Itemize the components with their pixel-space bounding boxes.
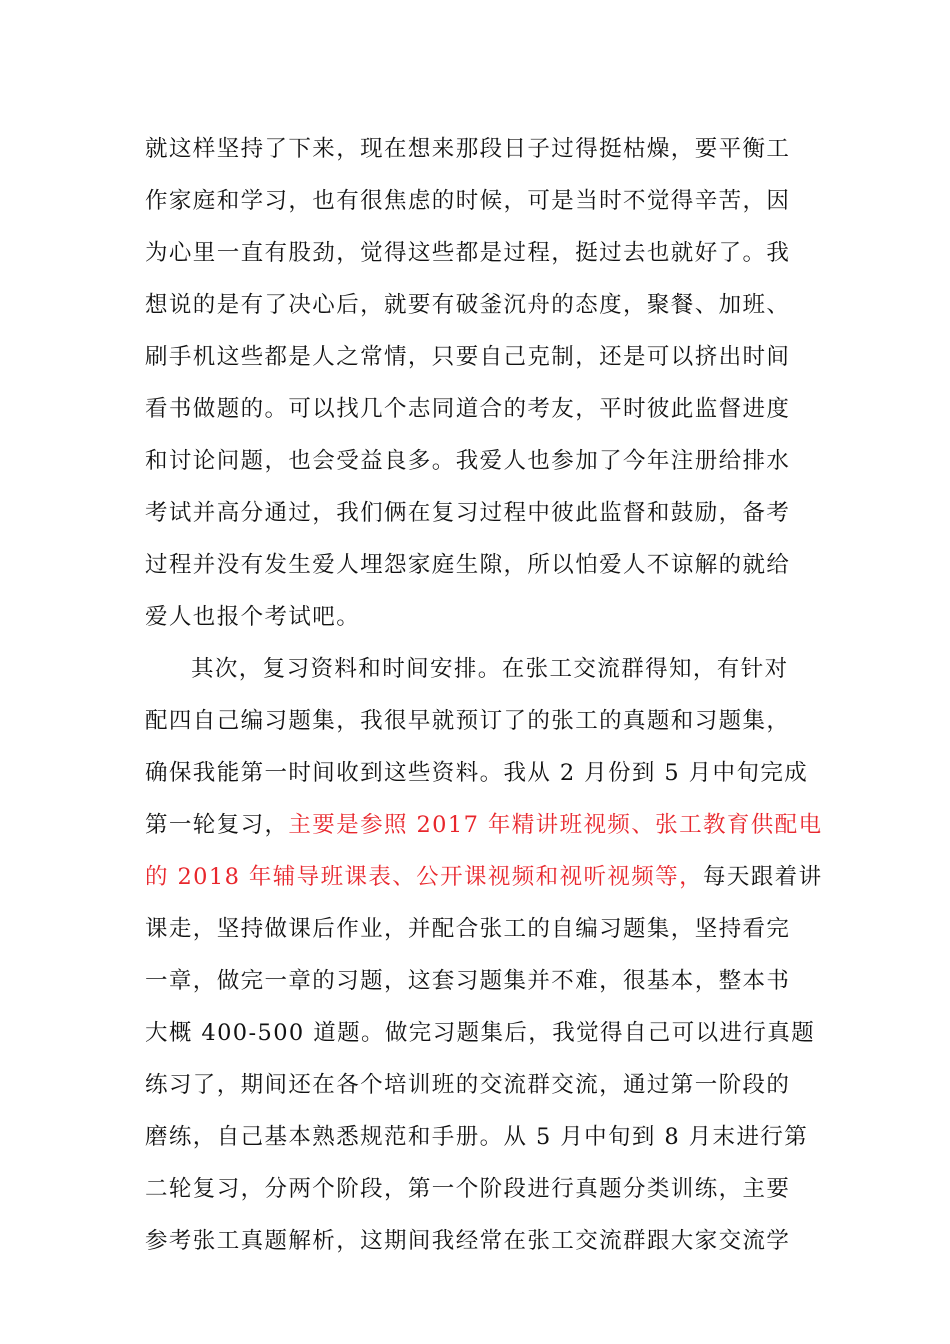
text-line-mixed — [145, 799, 822, 851]
text-line: 磨练，自己基本熟悉规范和手册。从 5 月中旬到 8 月末进行第 — [145, 1124, 809, 1150]
text-segment: 第一轮复习， — [145, 812, 289, 838]
text-line: 课走，坚持做课后作业，并配合张工的自编习题集，坚持看完 — [145, 916, 791, 942]
text-line: 想说的是有了决心后，就要有破釜沉舟的态度，聚餐、加班、 — [145, 292, 791, 318]
text-line: 大概 400-500 道题。做完习题集后，我觉得自己可以进行真题 — [145, 1020, 816, 1046]
text-segment: 每天跟着讲 — [702, 864, 823, 890]
highlighted-text: 的 2018 年辅导班课表、公开课视频和视听视频等， — [145, 864, 703, 890]
text-line: 参考张工真题解析，这期间我经常在张工交流群跟大家交流学 — [145, 1228, 791, 1254]
text-line-mixed — [145, 851, 822, 903]
text-line: 练习了，期间还在各个培训班的交流群交流，通过第一阶段的 — [145, 1072, 791, 1098]
text-line: 其次，复习资料和时间安排。在张工交流群得知，有针对 — [191, 656, 789, 682]
text-line: 确保我能第一时间收到这些资料。我从 2 月份到 5 月中旬完成 — [145, 760, 809, 786]
text-line: 看书做题的。可以找几个志同道合的考友，平时彼此监督进度 — [145, 396, 791, 422]
text-line: 二轮复习，分两个阶段，第一个阶段进行真题分类训练，主要 — [145, 1176, 791, 1202]
text-line: 配四自己编习题集，我很早就预订了的张工的真题和习题集， — [145, 708, 791, 734]
text-line: 考试并高分通过，我们俩在复习过程中彼此监督和鼓励，备考 — [145, 500, 791, 526]
text-line: 为心里一直有股劲，觉得这些都是过程，挺过去也就好了。我 — [145, 240, 791, 266]
text-line: 和讨论问题，也会受益良多。我爱人也参加了今年注册给排水 — [145, 448, 791, 474]
text-line: 过程并没有发生爱人埋怨家庭生隙，所以怕爱人不谅解的就给 — [145, 552, 791, 578]
text-line: 作家庭和学习，也有很焦虑的时候，可是当时不觉得辛苦，因 — [145, 188, 791, 214]
highlighted-text: 主要是参照 2017 年精讲班视频、张工教育供配电 — [288, 812, 823, 838]
text-line: 一章，做完一章的习题，这套习题集并不难，很基本，整本书 — [145, 968, 791, 994]
text-line: 爱人也报个考试吧。 — [145, 604, 361, 630]
text-line: 刷手机这些都是人之常情，只要自己克制，还是可以挤出时间 — [145, 344, 791, 370]
text-line: 就这样坚持了下来，现在想来那段日子过得挺枯燥，要平衡工 — [145, 136, 791, 162]
